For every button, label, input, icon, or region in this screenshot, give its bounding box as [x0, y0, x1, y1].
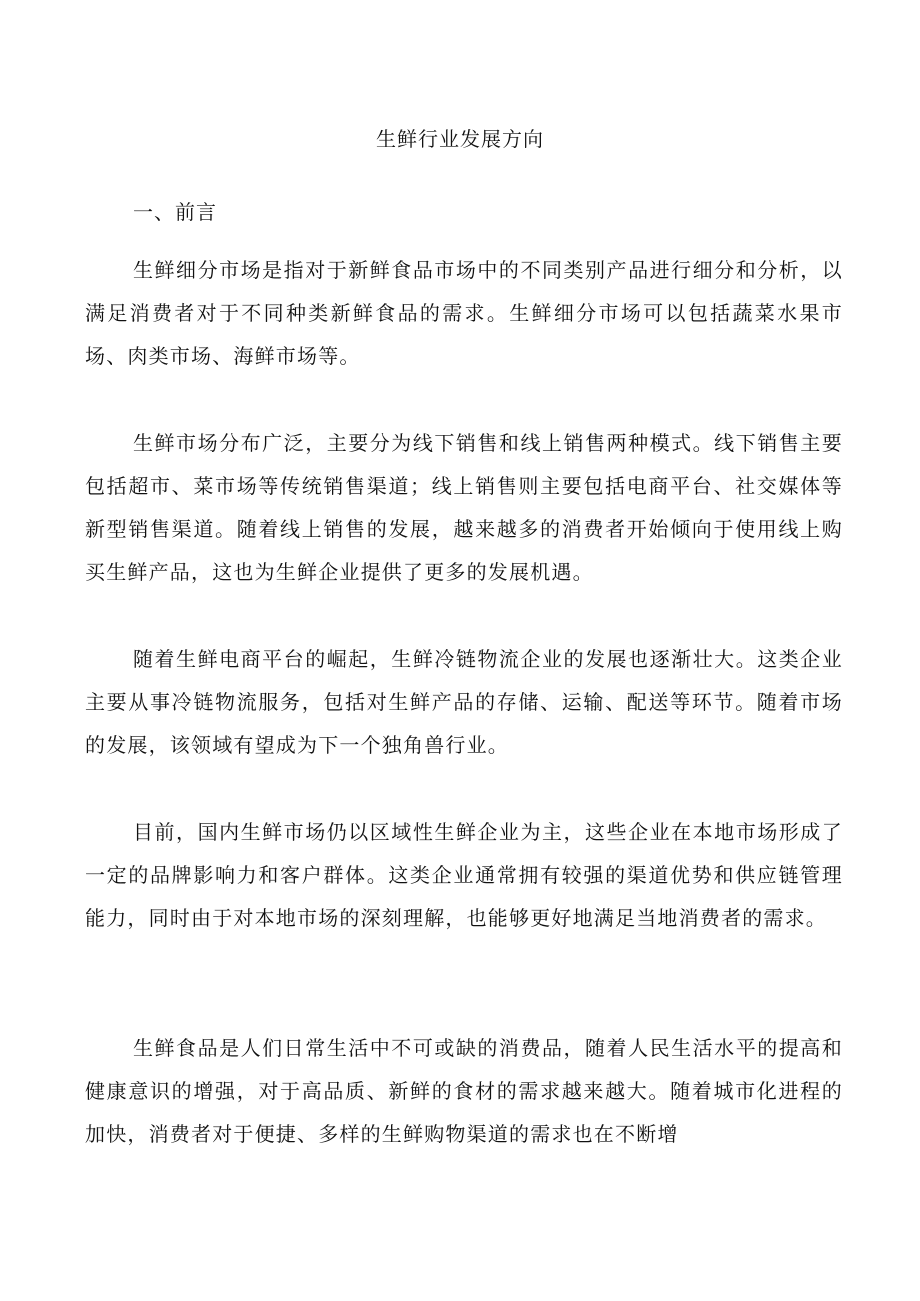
document-title: 生鲜行业发展方向 — [376, 127, 544, 151]
paragraph: 随着生鲜电商平台的崛起，生鲜冷链物流企业的发展也逐渐壮大。这类企业主要从事冷链物流服务，包括对生鲜产品的存储、运输、配送等环节。随着市场的发展，该领域有望成为下一个独角兽行业。 — [85, 647, 843, 757]
section-heading: 一、前言 — [133, 200, 217, 224]
paragraph: 生鲜市场分布广泛，主要分为线下销售和线上销售两种模式。线下销售主要包括超市、菜市场等传统销售渠道；线上销售则主要包括电商平台、社交媒体等新型销售渠道。随着线上销售的发展，越来越多的消费者开始倾向于使用线上购买生鲜产品，这也为生鲜企业提供了更多的发展机遇。 — [85, 431, 843, 584]
paragraph: 目前，国内生鲜市场仍以区域性生鲜企业为主，这些企业在本地市场形成了一定的品牌影响力和客户群体。这类企业通常拥有较强的渠道优势和供应链管理能力，同时由于对本地市场的深刻理解，也能够更好地满足当地消费者的需求。 — [85, 820, 843, 930]
paragraph: 生鲜食品是人们日常生活中不可或缺的消费品，随着人民生活水平的提高和健康意识的增强，对于高品质、新鲜的食材的需求越来越大。随着城市化进程的加快，消费者对于便捷、多样的生鲜购物渠道的需求也在不断增 — [85, 1036, 843, 1146]
paragraph: 生鲜细分市场是指对于新鲜食品市场中的不同类别产品进行细分和分析，以满足消费者对于不同种类新鲜食品的需求。生鲜细分市场可以包括蔬菜水果市场、肉类市场、海鲜市场等。 — [85, 258, 843, 368]
